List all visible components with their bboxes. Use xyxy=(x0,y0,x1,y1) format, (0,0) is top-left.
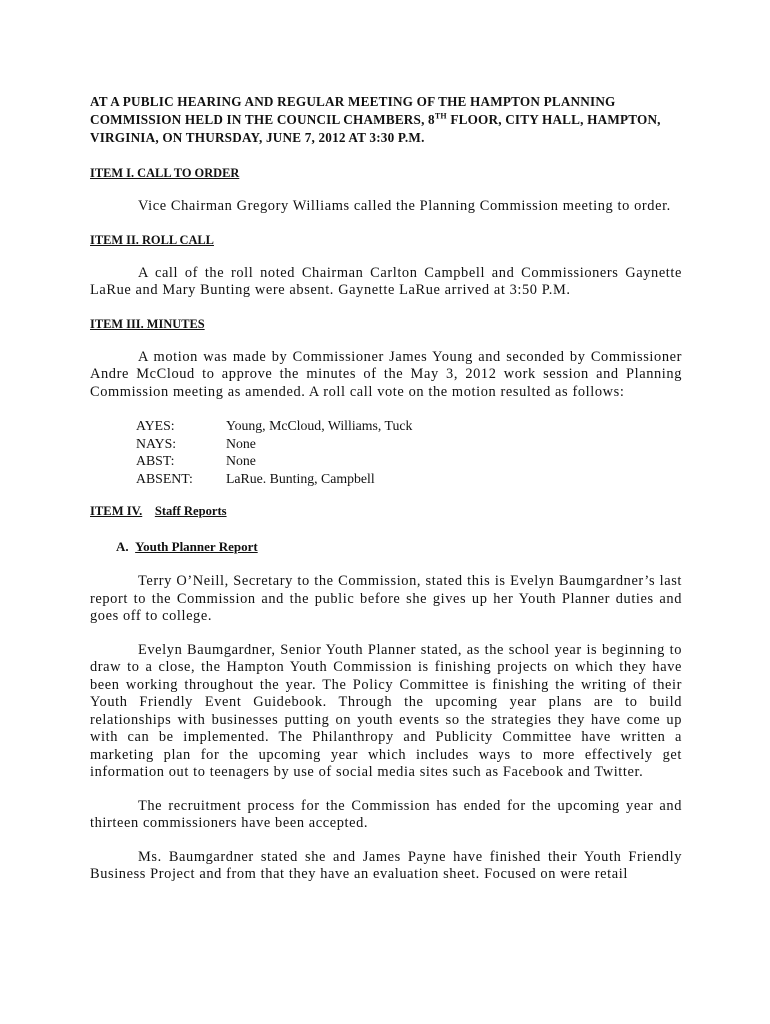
item-3-text: A motion was made by Commissioner James Young and seconded by Commissioner Andre McCloud to approve the minutes of the May 3, 2012 work session and Planning Commission meeting as amended. A roll call vote on the motion resulted as follows: xyxy=(90,348,682,400)
item-1-text: Vice Chairman Gregory Williams called the Planning Commission meeting to order. xyxy=(138,198,671,214)
item-4-title: Staff Reports xyxy=(154,504,227,519)
item-2-text: A call of the roll noted Chairman Carlton Campbell and Commissioners Gaynette LaRue and Mary Bunting were absent. Gaynette LaRue arrived at 3:50 P.M. xyxy=(90,264,682,298)
report-paragraph-1: Terry O’Neill, Secretary to the Commission, stated this is Evelyn Baumgardner’s last report to the Commission and the public before she gives up her Youth Planner duties and goes off to college. xyxy=(90,573,682,625)
item-4-heading xyxy=(90,503,682,520)
title-line-2-end: FLOOR, CITY HALL, HAMPTON, xyxy=(446,112,661,127)
item-1-heading: ITEM I. CALL TO ORDER xyxy=(90,166,240,180)
title-line-2-start: COMMISSION HELD IN THE COUNCIL CHAMBERS, 8 xyxy=(90,112,435,127)
subsection-a-heading xyxy=(90,538,682,555)
vote-value: LaRue. Bunting, Campbell xyxy=(226,470,375,486)
vote-row-nays xyxy=(136,435,412,453)
report-paragraph-2: Evelyn Baumgardner, Senior Youth Planner stated, as the school year is beginning to draw to a close, the Hampton Youth Commission is finishing projects on which they have been working throughout the year. The Policy Committee is finishing the writing of their Youth Friendly Event Guidebook. Through the upcoming year plans are to build relationships with businesses putting on youth events so the strategies they have come up with can be implemented. The Philanthropy and Publicity Committee have written a marketing plan for the upcoming year which includes ways to more effectively get information out to teenagers by use of social media sites such as Facebook and Twitter. xyxy=(90,641,682,781)
title-superscript: TH xyxy=(434,111,447,121)
vote-label: ABSENT: xyxy=(136,470,193,486)
subsection-a-letter: A. xyxy=(116,539,129,555)
title-line-1: AT A PUBLIC HEARING AND REGULAR MEETING OF THE HAMPTON PLANNING xyxy=(90,94,616,109)
vote-value: Young, McCloud, Williams, Tuck xyxy=(226,418,413,433)
document-title xyxy=(90,93,682,147)
item-4-number: ITEM IV. xyxy=(90,504,143,519)
vote-row-ayes xyxy=(136,417,412,435)
vote-label: NAYS: xyxy=(136,435,177,451)
vote-value: None xyxy=(226,453,256,469)
item-3-heading: ITEM III. MINUTES xyxy=(90,316,205,331)
vote-row-abst xyxy=(136,452,412,470)
vote-label: ABST: xyxy=(136,453,175,469)
title-line-3: VIRGINIA, ON THURSDAY, JUNE 7, 2012 AT 3:30 P.M. xyxy=(90,130,425,145)
item-2-heading: ITEM II. ROLL CALL xyxy=(90,232,214,247)
vote-label: AYES: xyxy=(136,418,175,433)
report-paragraph-4: Ms. Baumgardner stated she and James Payne have finished their Youth Friendly Business Project and from that they have an evaluation sheet. Focused on were retail xyxy=(90,848,682,883)
report-paragraph-3: The recruitment process for the Commission has ended for the upcoming year and thirteen commissioners have been accepted. xyxy=(90,797,682,832)
vote-value: None xyxy=(226,435,256,451)
vote-table xyxy=(136,417,412,487)
subsection-a-title: Youth Planner Report xyxy=(135,539,258,555)
document-page xyxy=(90,93,682,884)
vote-row-absent xyxy=(136,470,412,488)
